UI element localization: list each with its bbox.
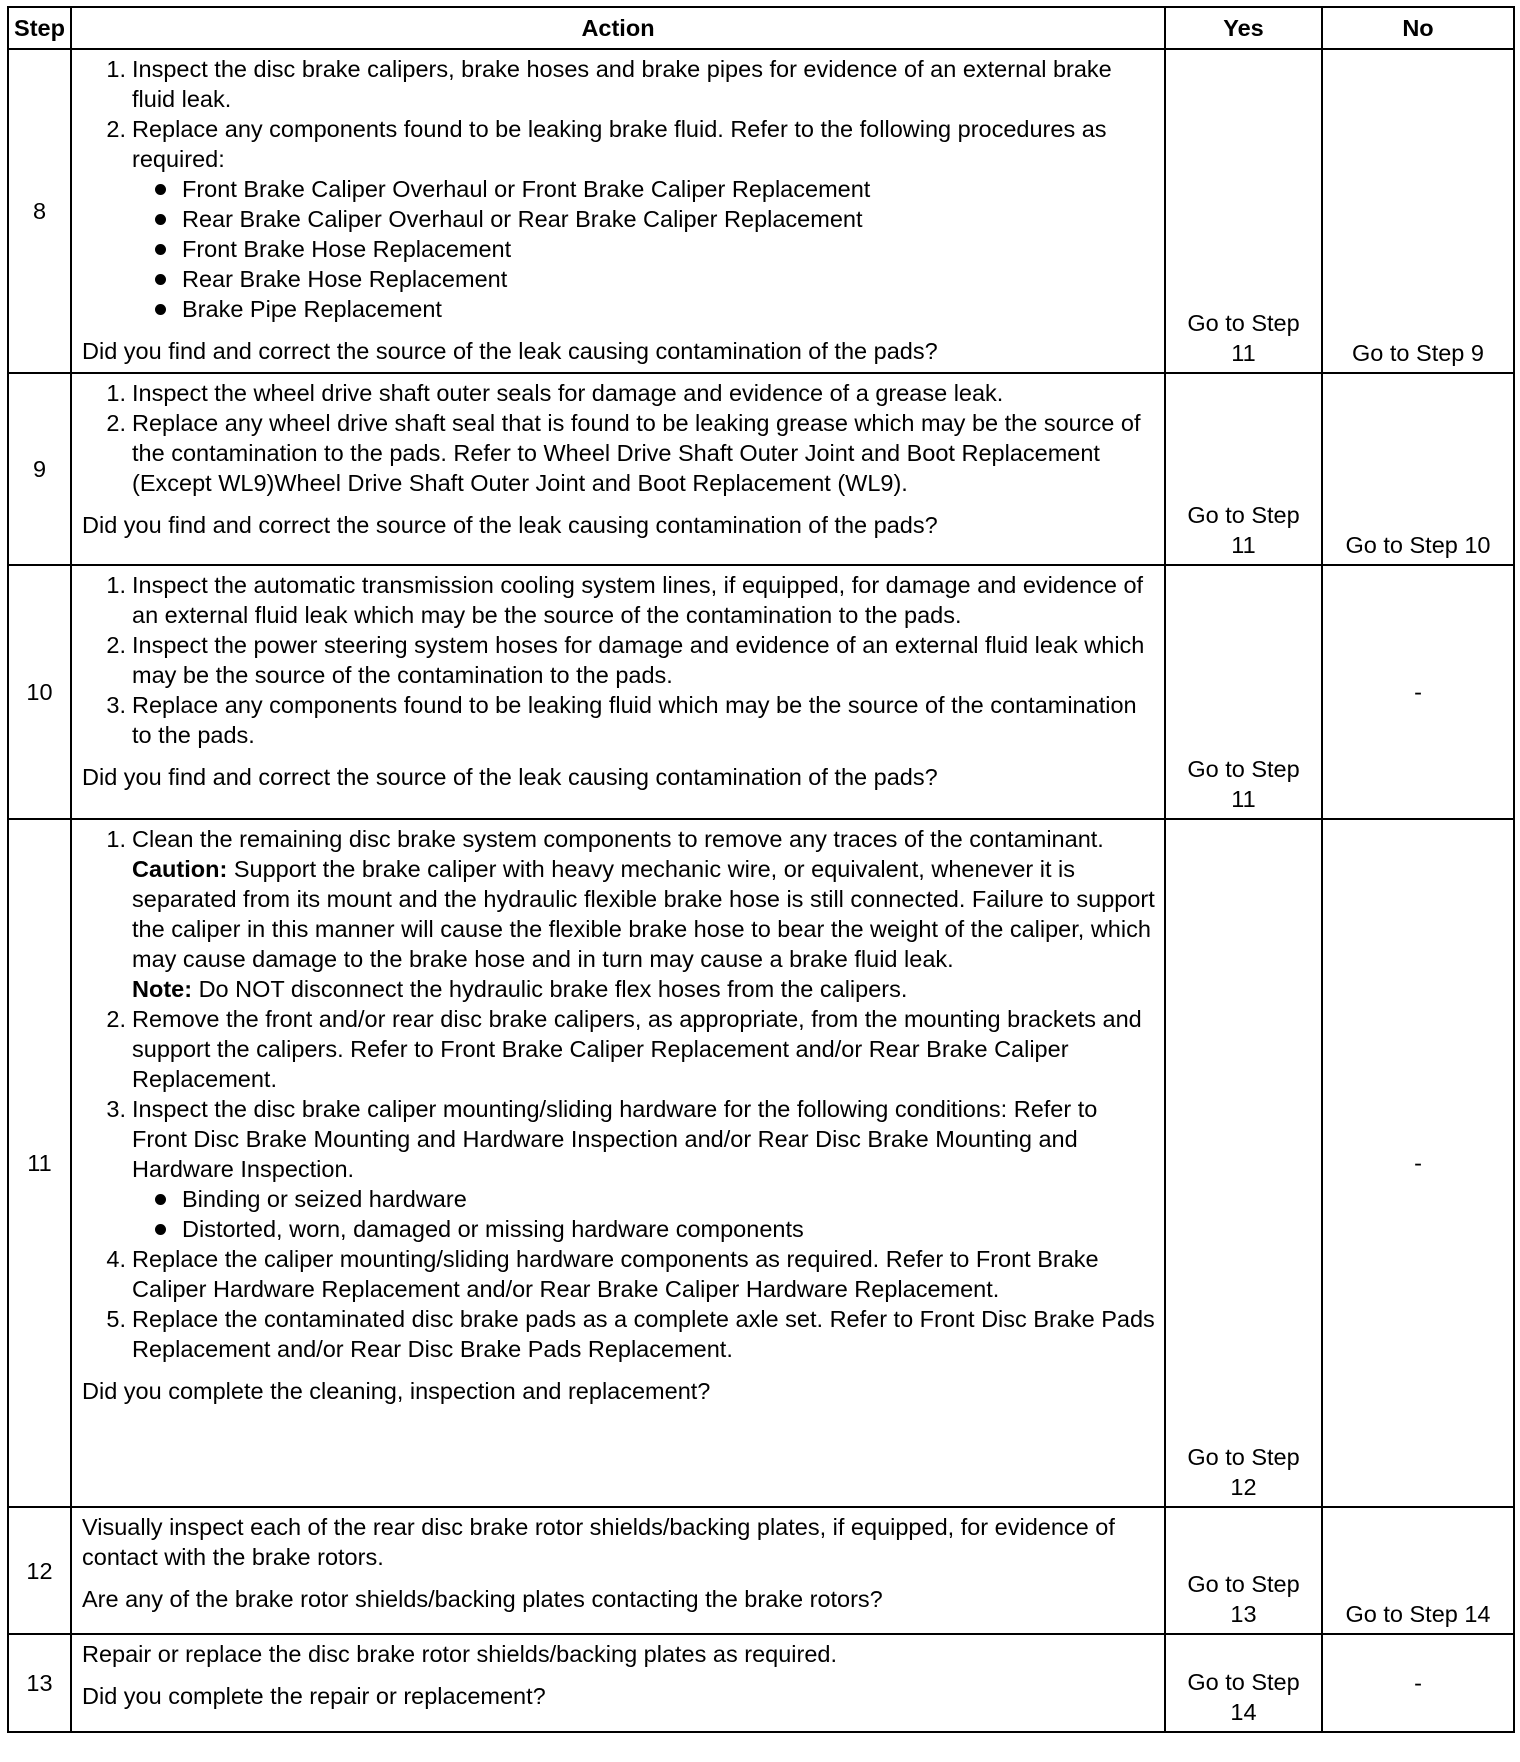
action-cell [71, 565, 1165, 819]
question-text: Did you find and correct the source of the leak causing contamination of the pads? [82, 512, 938, 538]
list-item: 3. Inspect the disc brake caliper mounting/sliding hardware for the following conditions: Refer to Front Disc Brake Mounting and Hardware Inspection and/or Rear Disc Brake Mounting and Hardware Inspection. Binding or seized hardware Distorted, worn, damaged or missing hardware components [82, 1094, 1156, 1244]
question-text: Did you find and correct the source of the leak causing contamination of the pads? [82, 764, 938, 790]
caution-label: Caution: [132, 856, 228, 882]
table-row [8, 1634, 1514, 1732]
step-number: 12 [8, 1507, 71, 1634]
yes-cell: Go to Step 12 [1165, 819, 1322, 1507]
question-text: Did you complete the cleaning, inspection and replacement? [82, 1378, 711, 1404]
no-cell: Go to Step 9 [1322, 49, 1514, 373]
bullet-icon [155, 1194, 166, 1205]
step-number: 10 [8, 565, 71, 819]
bullet-icon [155, 274, 166, 285]
bullet-item: Binding or seized hardware [132, 1184, 1156, 1214]
step-number: 9 [8, 373, 71, 565]
header-step: Step [8, 7, 71, 49]
no-cell: Go to Step 10 [1322, 373, 1514, 565]
yes-cell: Go to Step 11 [1165, 49, 1322, 373]
bullet-icon [155, 1224, 166, 1235]
list-item: 1. Inspect the automatic transmission cooling system lines, if equipped, for damage and evidence of an external fluid leak which may be the source of the contamination to the pads. [106, 572, 1144, 628]
question-text: Are any of the brake rotor shields/backing plates contacting the brake rotors? [82, 1586, 883, 1612]
yes-cell: Go to Step 13 [1165, 1507, 1322, 1634]
header-no: No [1322, 7, 1514, 49]
bullet-icon [155, 184, 166, 195]
question-text: Did you complete the repair or replacement? [82, 1683, 546, 1709]
yes-cell: Go to Step 14 [1165, 1634, 1322, 1732]
bullet-item: Distorted, worn, damaged or missing hardware components [132, 1214, 1156, 1244]
bullet-item: Rear Brake Caliper Overhaul or Rear Brake Caliper Replacement [132, 204, 1156, 234]
no-cell: Go to Step 14 [1322, 1507, 1514, 1634]
step-number: 13 [8, 1634, 71, 1732]
bullet-item: Brake Pipe Replacement [132, 294, 1156, 324]
action-cell [71, 1507, 1165, 1634]
action-text: Visually inspect each of the rear disc brake rotor shields/backing plates, if equipped, for evidence of contact with the brake rotors. [82, 1514, 1115, 1570]
action-cell [71, 49, 1165, 373]
header-yes: Yes [1165, 7, 1322, 49]
list-item: 4. Replace the caliper mounting/sliding hardware components as required. Refer to Front Brake Caliper Hardware Replacement and/or Rear Brake Caliper Hardware Replacement. [106, 1246, 1099, 1302]
no-cell: - [1322, 565, 1514, 819]
yes-cell: Go to Step 11 [1165, 565, 1322, 819]
bullet-icon [155, 214, 166, 225]
list-item: 1. Inspect the disc brake calipers, brake hoses and brake pipes for evidence of an external brake fluid leak. [106, 56, 1112, 112]
list-item: 2. Replace any components found to be leaking brake fluid. Refer to the following procedures as required: Front Brake Caliper Overhaul or Front Brake Caliper Replacement Rear Brake Caliper Overhaul or Rear Brake Caliper Replacement Front Brake Hose Replacement Rear Brake Hose Replacement Brake Pipe Replacement [82, 114, 1156, 324]
caution-text: Caution: Support the brake caliper with heavy mechanic wire, or equivalent, whenever it is separated from its mount and the hydraulic flexible brake hose is still connected. Failure to support the caliper in this manner will cause the flexible brake hose to bear the weight of the caliper, which may cause damage to the brake hose and in turn may cause a brake fluid leak. [132, 856, 1155, 972]
step-number: 8 [8, 49, 71, 373]
yes-cell: Go to Step 11 [1165, 373, 1322, 565]
action-cell [71, 819, 1165, 1507]
step-number: 11 [8, 819, 71, 1507]
list-item: 3. Replace any components found to be leaking fluid which may be the source of the contamination to the pads. [106, 692, 1137, 748]
bullet-icon [155, 304, 166, 315]
note-text: Note: Do NOT disconnect the hydraulic brake flex hoses from the calipers. [132, 976, 908, 1002]
list-item: 2. Inspect the power steering system hoses for damage and evidence of an external fluid leak which may be the source of the contamination to the pads. [106, 632, 1145, 688]
list-item: 5. Replace the contaminated disc brake pads as a complete axle set. Refer to Front Disc Brake Pads Replacement and/or Rear Disc Brake Pads Replacement. [106, 1306, 1155, 1362]
no-cell: - [1322, 819, 1514, 1507]
action-cell [71, 1634, 1165, 1732]
table-row [8, 565, 1514, 819]
list-item: 1. Inspect the wheel drive shaft outer seals for damage and evidence of a grease leak. [106, 380, 1004, 406]
list-item: 2. Remove the front and/or rear disc brake calipers, as appropriate, from the mounting brackets and support the calipers. Refer to Front Brake Caliper Replacement and/or Rear Brake Caliper Replacement. [106, 1006, 1142, 1092]
note-label: Note: [132, 976, 193, 1002]
table-row [8, 1507, 1514, 1634]
bullet-item: Front Brake Caliper Overhaul or Front Brake Caliper Replacement [132, 174, 1156, 204]
question-text: Did you find and correct the source of the leak causing contamination of the pads? [82, 338, 938, 364]
bullet-item: Rear Brake Hose Replacement [132, 264, 1156, 294]
no-cell: - [1322, 1634, 1514, 1732]
action-cell [71, 373, 1165, 565]
diagnostic-table [7, 6, 1515, 1733]
table-row [8, 819, 1514, 1507]
bullet-item: Front Brake Hose Replacement [132, 234, 1156, 264]
table-row [8, 373, 1514, 565]
table-row [8, 49, 1514, 373]
list-item: 1. Clean the remaining disc brake system components to remove any traces of the contaminant. Caution: Support the brake caliper with heavy mechanic wire, or equivalent, whenever it is separated from its mount and the hydraulic flexible brake hose is still connected. Failure to support the caliper in this manner will cause the flexible brake hose to bear the weight of the caliper, which may cause damage to the brake hose and in turn may cause a brake fluid leak. Note: Do NOT disconnect the hydraulic brake flex hoses from the calipers. [106, 826, 1155, 1002]
action-text: Repair or replace the disc brake rotor shields/backing plates as required. [82, 1641, 838, 1667]
header-row [8, 7, 1514, 49]
header-action: Action [71, 7, 1165, 49]
bullet-icon [155, 244, 166, 255]
list-item: 2. Replace any wheel drive shaft seal that is found to be leaking grease which may be the source of the contamination to the pads. Refer to Wheel Drive Shaft Outer Joint and Boot Replacement (Except WL9)Wheel Drive Shaft Outer Joint and Boot Replacement (WL9). [106, 410, 1141, 496]
